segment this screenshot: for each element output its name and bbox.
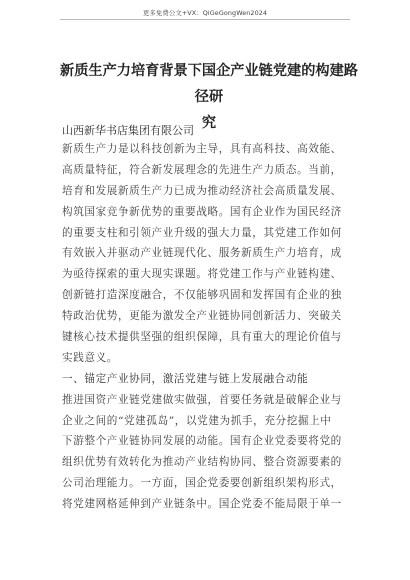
title-line: 新质生产力培育背景下国企产业链党建的构建路径研 [60, 63, 358, 105]
body-line: 下游整个产业链协同发展的动能。国有企业党委要将党的 [62, 435, 342, 448]
header-divider [60, 19, 350, 20]
page-header [0, 0, 410, 22]
body-line: 构筑国家竞争新优势的重要战略。国有企业作为国民经济 [62, 205, 342, 218]
body-line: 新质生产力是以科技创新为主导，具有高科技、高效能、 [62, 143, 342, 155]
body-line: 培育和发展新质生产力已成为推动经济社会高质量发展、 [62, 184, 342, 197]
body-line: 特政治优势，更能为激发全产业链协同创新活力、突破关 [62, 310, 342, 323]
body-line: 组织优势有效转化为推动产业结构协同、整合资源要素的 [62, 456, 342, 469]
body-line: 实践意义。 [62, 351, 118, 364]
title-line: 究 [201, 115, 217, 131]
header-promo-text: 更多免费公文+VX：QiGeGongWen2024 [142, 9, 268, 17]
body-line: 的重要支柱和引领产业升级的强大力量，其党建工作如何 [62, 226, 342, 239]
author-organization: 山西新华书店集团有限公司 [62, 124, 194, 137]
body-line: 企业之间的“党建孤岛”，以党建为抓手，充分挖掘上中 [62, 414, 332, 427]
section-heading: 一、锚定产业协同，激活党建与链上发展融合动能 [62, 372, 309, 385]
body-line: 为亟待探索的重大现实课题。将党建工作与产业链构建、 [62, 268, 342, 281]
body-line: 创新链打造深度融合，不仅能够巩固和发挥国有企业的独 [62, 289, 342, 302]
body-line: 公司治理能力。一方面，国企党委要创新组织架构形式， [62, 477, 342, 490]
body-line: 键核心技术提供坚强的组织保障，具有重大的理论价值与 [62, 331, 342, 344]
document-body [62, 139, 354, 515]
body-line: 高质量特征，符合新发展理念的先进生产力质态。当前， [62, 163, 342, 176]
body-line: 推进国资产业链党建做实做强，首要任务就是破解企业与 [62, 393, 342, 406]
body-line: 将党建网格延伸到产业链条中。国企党委不能局限于单一 [62, 498, 342, 511]
body-line: 有效嵌入并驱动产业链现代化、服务新质生产力培育，成 [62, 247, 342, 260]
